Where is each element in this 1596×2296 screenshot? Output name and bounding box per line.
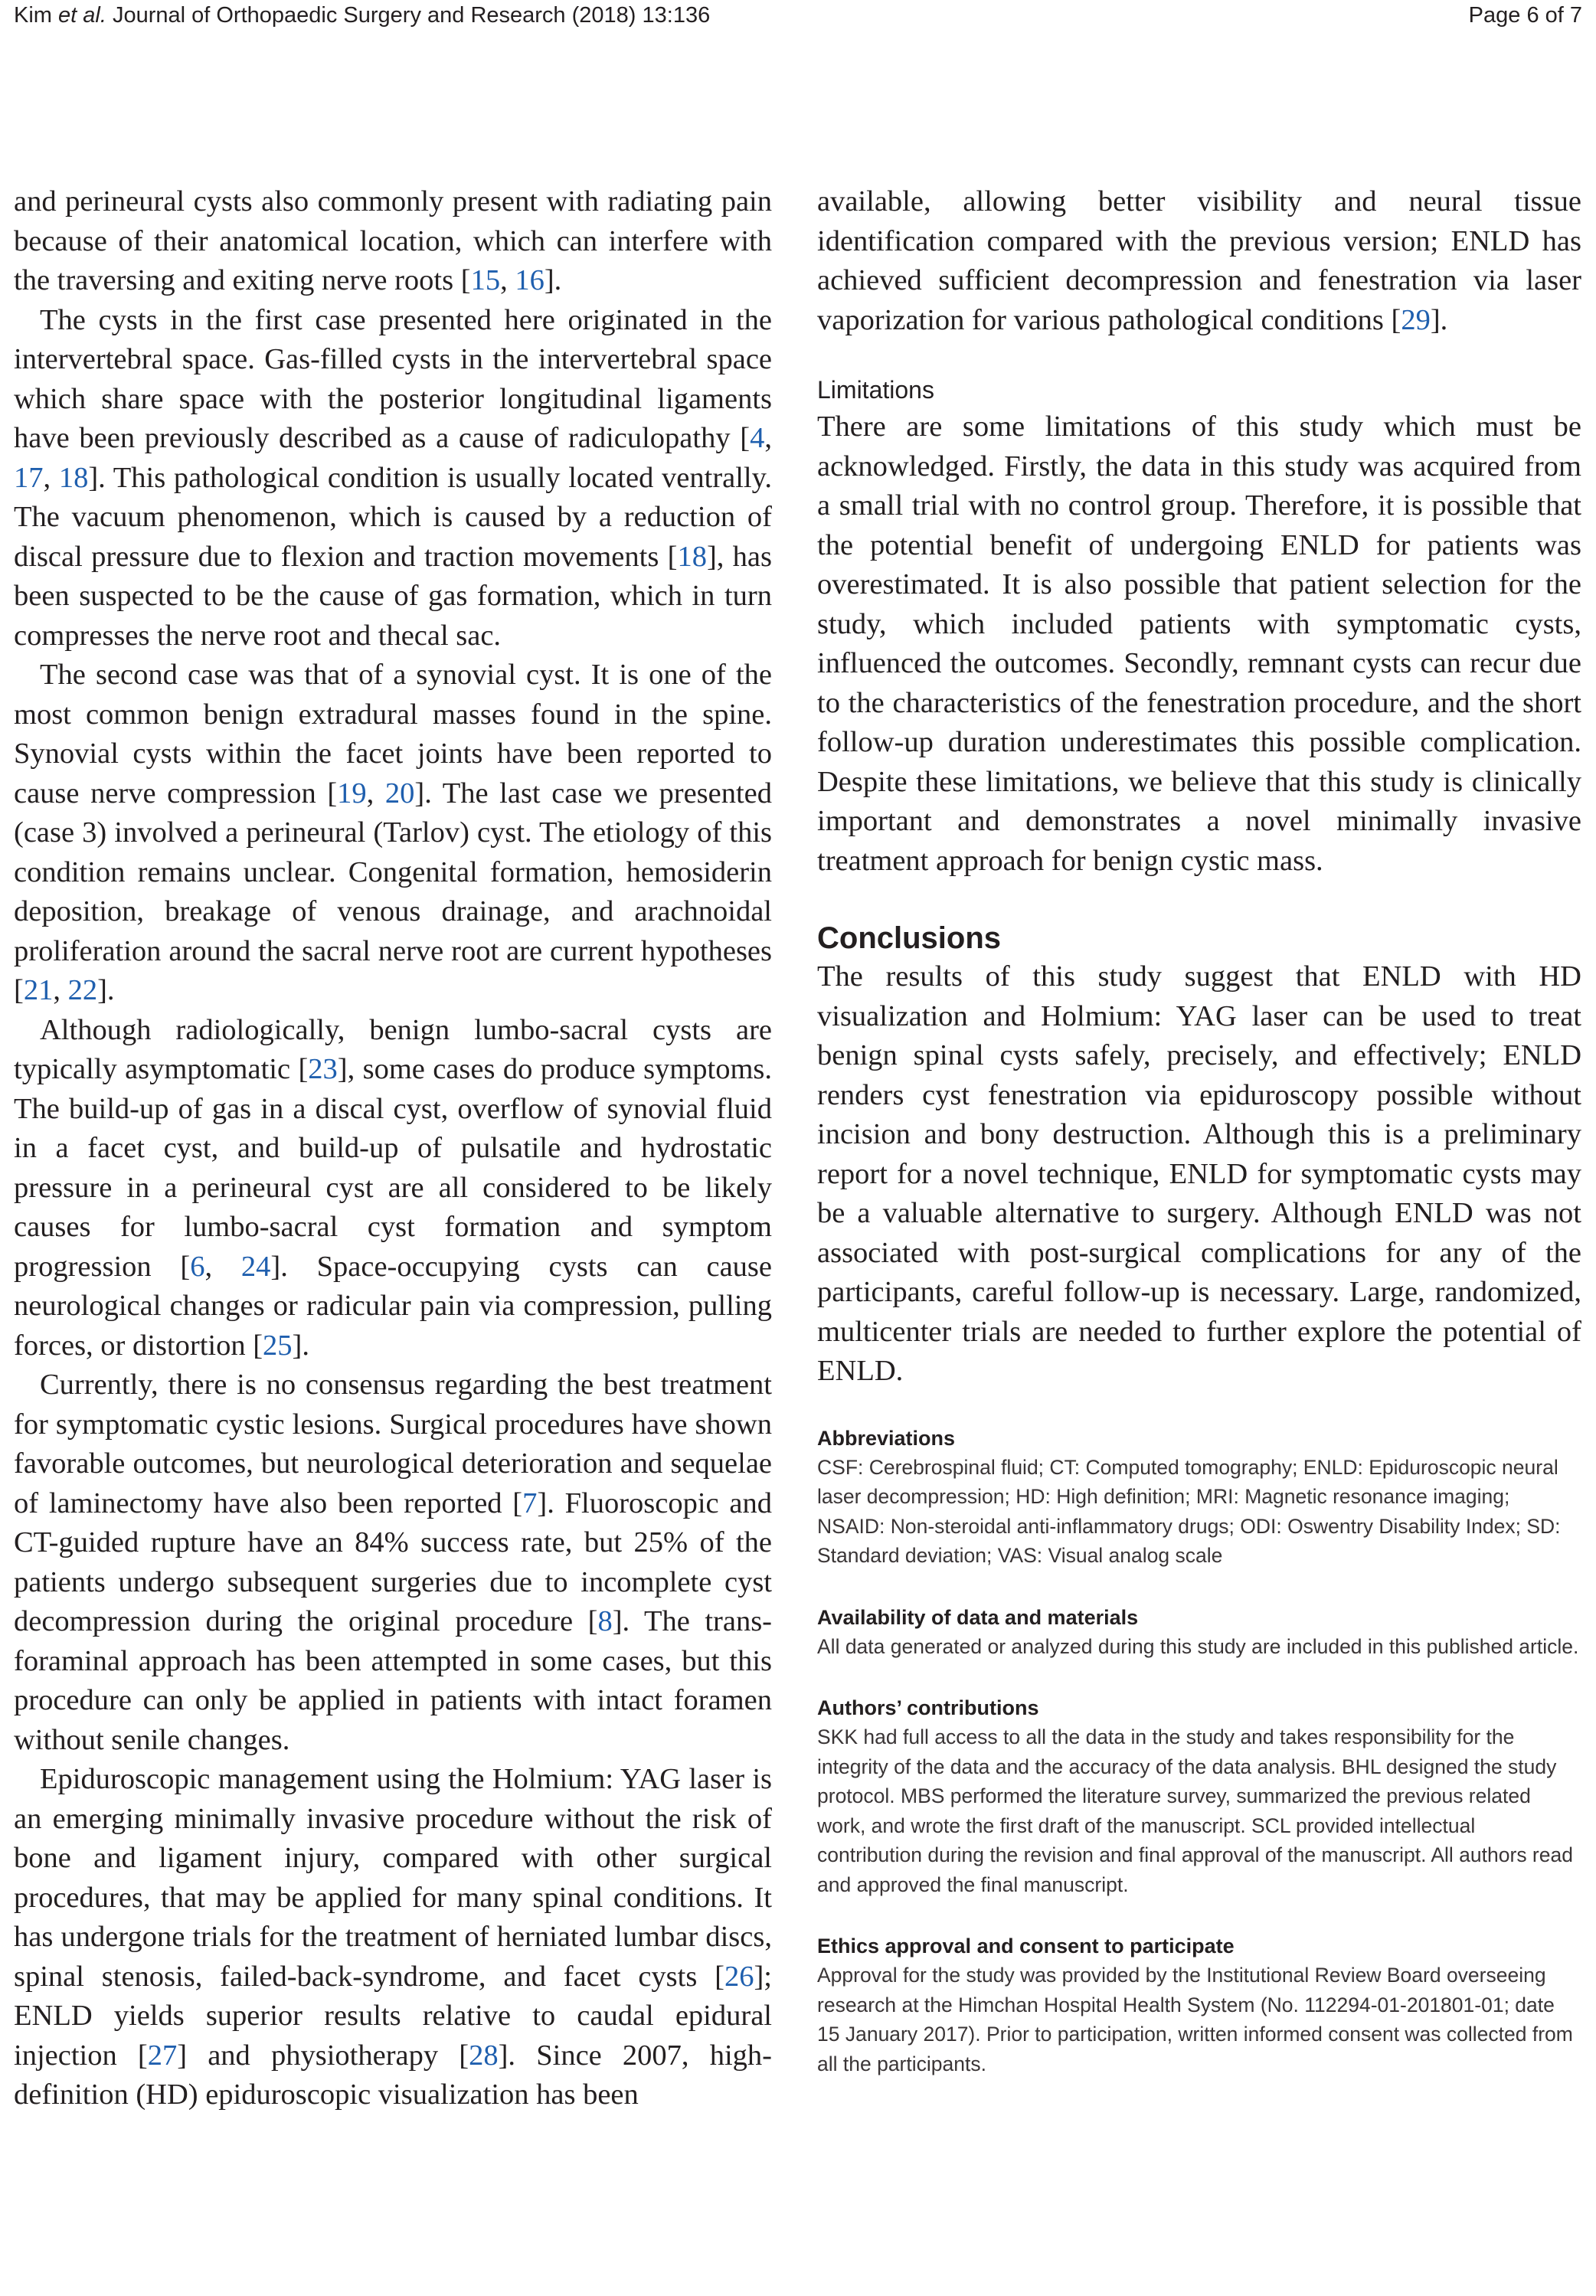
citation-link[interactable]: 21 [23, 974, 54, 1006]
paragraph-text: , [366, 777, 385, 809]
citation-link[interactable]: 25 [263, 1329, 293, 1362]
citation-link[interactable]: 20 [384, 777, 415, 809]
citation-link[interactable]: 19 [337, 777, 367, 809]
paragraph-text: , [43, 461, 59, 494]
paragraph-text: , [53, 974, 68, 1006]
citation-link[interactable]: 28 [469, 2039, 499, 2072]
paragraph-text: ]. [292, 1329, 309, 1362]
paragraph-text: ]. [97, 974, 115, 1006]
paragraph-text: ]. The last case we presented (case 3) involved a perineural (Tarlov) cyst. The etiology of this condition remains unclear. Congenital formation, hemosiderin deposition, breakage of venous drainage, and arachnoidal proliferation around the sacral nerve root are current hypotheses [ [14, 777, 773, 1006]
running-title-journal: Journal of Orthopaedic Surgery and Research (2018) 13:136 [112, 3, 711, 28]
citation-link[interactable]: 22 [67, 974, 98, 1006]
citation-link[interactable]: 26 [724, 1960, 754, 1993]
paragraph-text: ], some cases do produce symptoms. The build-up of gas in a discal cyst, overflow of synovial fluid in a facet cyst, and build-up of pulsatile and hydrostatic pressure in a perineural cyst are all considered to be likely causes for lumbo-sacral cyst formation and symptom progression [ [14, 1053, 772, 1283]
discussion-continuation-paragraph [817, 182, 1581, 340]
ethics-text: Approval for the study was provided by the Institutional Review Board overseeing research at the Himchan Hospital Health System (No. 112294-01-201801-01; date 15 January 2017). Prior to participation, written informed consent was collected from all the participants. [817, 1964, 1573, 2075]
citation-link[interactable]: 4 [750, 422, 765, 454]
limitations-paragraph: There are some limitations of this study which must be acknowledged. Firstly, the data in this study was acquired from a small trial with no control group. Therefore, it is possible that the potential benefit of undergoing ENLD for patients was overestimated. It is also possible that patient selection for the study, which included patients with symptomatic cysts, influenced the outcomes. Secondly, remnant cysts can recur due to the characteristics of the fenestration procedure, and the short follow-up duration underestimates this possible complication. Despite these limitations, we believe that this study is clinically important and demonstrates a novel minimally invasive treatment approach for benign cystic mass. [817, 410, 1581, 877]
abbreviations-heading: Abbreviations [817, 1426, 956, 1450]
citation-link[interactable]: 6 [190, 1250, 205, 1283]
citation-link[interactable]: 15 [470, 264, 501, 296]
paragraph-text: ], has been suspected to be the cause of gas formation, which in turn compresses the nerve root and thecal sac. [14, 540, 772, 652]
paragraph-text: ]. This pathological condition is usually located ventrally. The vacuum phenomenon, which is caused by a reduction of discal pressure due to flexion and traction movements [ [14, 461, 773, 573]
paragraph-text: ] and physiotherapy [ [177, 2039, 469, 2072]
left-column [14, 182, 772, 2115]
paragraph-text: ]. [544, 264, 562, 296]
citation-link[interactable]: 18 [58, 461, 89, 494]
ethics-heading: Ethics approval and consent to participate [817, 1935, 1235, 1957]
citation-link[interactable]: 8 [597, 1605, 613, 1637]
body-paragraph [14, 656, 772, 1011]
paragraph-text: and perineural cysts also commonly present with radiating pain because of their anatomical location, which can interfere with the traversing and exiting nerve roots [ [14, 185, 772, 296]
citation-link[interactable]: 16 [515, 264, 545, 296]
running-title-etal: et al. [58, 3, 106, 28]
conclusions-heading: Conclusions [817, 921, 1002, 955]
body-paragraph [14, 1760, 772, 2115]
limitations-heading: Limitations [817, 376, 934, 404]
paragraph-text: The second case was that of a synovial cyst. It is one of the most common benign extradural masses found in the spine. Synovial cysts within the facet joints have been reported to cause nerve compression [ [14, 659, 772, 809]
paragraph-text: ]. Fluoroscopic and CT-guided rupture have an 84% success rate, but 25% of the patients undergo subsequent surgeries due to incomplete cyst decompression during the original procedure [ [14, 1487, 772, 1637]
body-paragraph [14, 1011, 772, 1366]
paragraph-text: ]; ENLD yields superior results relative to caudal epidural injection [ [14, 1960, 772, 2072]
paragraph-text: , [764, 422, 772, 454]
body-paragraph [14, 301, 772, 656]
body-paragraph [14, 182, 772, 301]
citation-link[interactable]: 18 [677, 540, 707, 573]
paragraph-text: ]. Since 2007, high-definition (HD) epiduroscopic visualization has been [14, 2039, 772, 2111]
running-title-authors: Kim [14, 3, 52, 28]
body-paragraph [14, 1365, 772, 1760]
paragraph-text: Although radiologically, benign lumbo-sacral cysts are typically asymptomatic [ [14, 1013, 772, 1085]
paragraph-text: ]. The trans-foraminal approach has been attempted in some cases, but this procedure can only be applied in patients with intact foramen without senile changes. [14, 1605, 772, 1756]
citation-link[interactable]: 29 [1401, 303, 1431, 336]
right-column [817, 182, 1581, 2079]
paragraph-text: The cysts in the first case presented here originated in the intervertebral space. Gas-filled cysts in the intervertebral space which share space with the posterior longitudinal ligaments have been previously described as a cause of radiculopathy [ [14, 303, 772, 454]
citation-link[interactable]: 17 [14, 461, 44, 494]
declarations-section [817, 1424, 1581, 2079]
availability-heading: Availability of data and materials [817, 1605, 1139, 1629]
contributions-heading: Authors’ contributions [817, 1696, 1039, 1719]
paragraph-text: , [500, 264, 515, 296]
page-header [0, 0, 1596, 38]
paragraph-text: ]. Space-occupying cysts can cause neurological changes or radicular pain via compression, pulling forces, or distortion [ [14, 1250, 772, 1362]
contributions-text: SKK had full access to all the data in the study and takes responsibility for the integrity of the data and the accuracy of the data analysis. BHL designed the study protocol. MBS performed the literature survey, summarized the previous related work, and wrote the first draft of the manuscript. SCL provided intellectual contribution during the revision and final approval of the manuscript. All authors read and approved the final manuscript. [817, 1725, 1573, 1896]
availability-text: All data generated or analyzed during this study are included in this published article. [817, 1634, 1579, 1658]
running-title [14, 3, 710, 28]
paragraph-text: Epiduroscopic management using the Holmium: YAG laser is an emerging minimally invasive procedure without the risk of bone and ligament injury, compared with other surgical procedures, that may be applied for many spinal conditions. It has undergone trials for the treatment of herniated lumbar discs, spinal stenosis, failed-back-syndrome, and facet cysts [ [14, 1763, 772, 1993]
paragraph-text: Currently, there is no consensus regarding the best treatment for symptomatic cystic lesions. Surgical procedures have shown favorable outcomes, but neurological deterioration and sequelae of laminectomy have also been reported [ [14, 1369, 772, 1519]
citation-link[interactable]: 7 [522, 1487, 538, 1519]
paragraph-text: , [204, 1250, 241, 1283]
citation-link[interactable]: 24 [240, 1250, 271, 1283]
paragraph-text: available, allowing better visibility and neural tissue identification compared with the previous version; ENLD has achieved sufficient decompression and fenestration via laser vaporization for various pathological conditions [ [817, 185, 1581, 336]
citation-link[interactable]: 27 [147, 2039, 178, 2072]
abbreviations-text: CSF: Cerebrospinal fluid; CT: Computed tomography; ENLD: Epiduroscopic neural laser decompression; HD: High definition; MRI: Magnetic resonance imaging; NSAID: Non-steroidal anti-inflammatory drugs; ODI: Oswentry Disability Index; SD: Standard deviation; VAS: Visual analog scale [817, 1455, 1561, 1567]
citation-link[interactable]: 23 [308, 1053, 338, 1085]
paragraph-text: ]. [1430, 303, 1448, 336]
page-number: Page 6 of 7 [1468, 3, 1582, 28]
conclusions-paragraph: The results of this study suggest that ENLD with HD visualization and Holmium: YAG laser can be used to treat benign spinal cysts safely, precisely, and effectively; ENLD renders cyst fenestration via epiduroscopy possible without incision and bony destruction. Although this is a preliminary report for a novel technique, ENLD for symptomatic cysts may be a valuable alternative to surgery. Although ENLD was not associated with post-surgical complications for any of the participants, careful follow-up is necessary. Large, randomized, multicenter trials are needed to further explore the potential of ENLD. [817, 960, 1581, 1387]
